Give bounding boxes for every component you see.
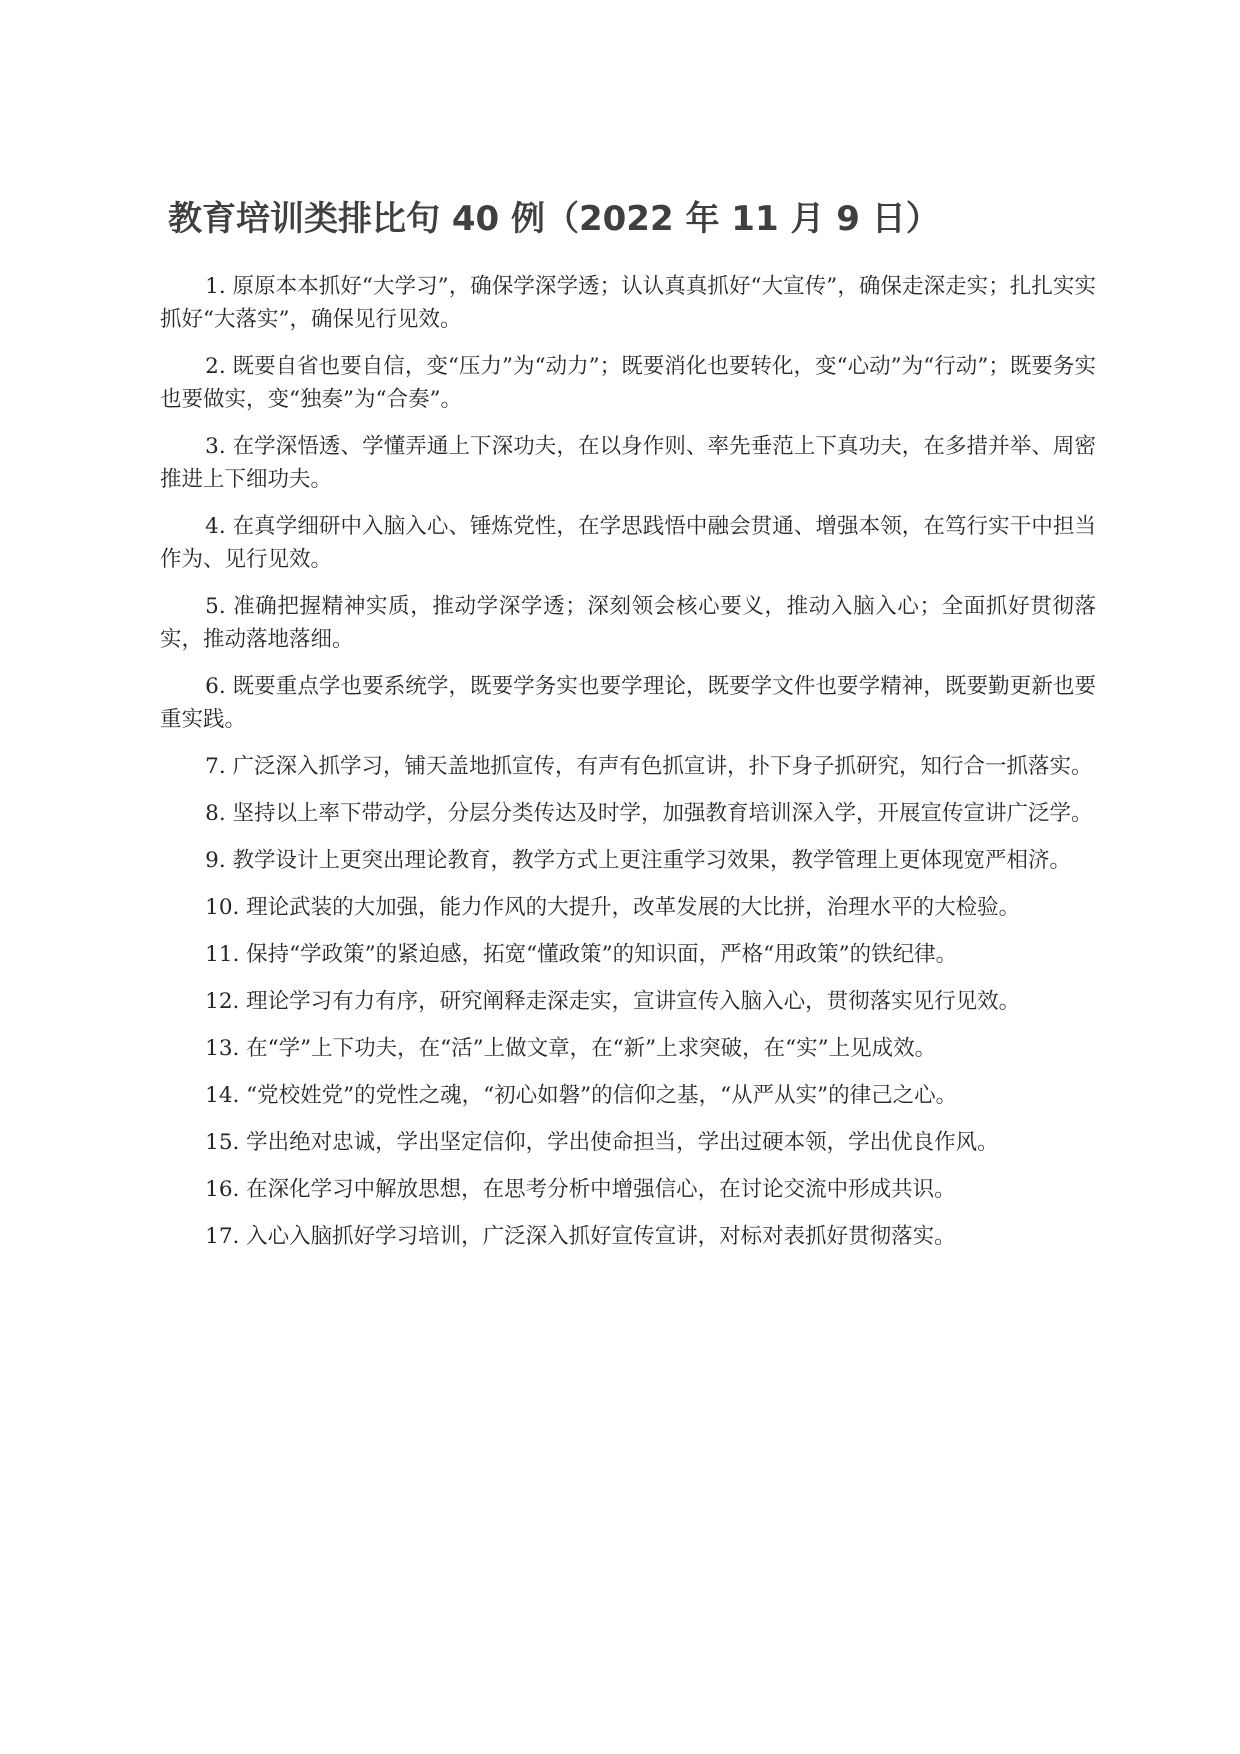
- paragraph-13: 13. 在“学”上下功夫，在“活”上做文章，在“新”上求突破，在“实”上见成效。: [205, 1036, 937, 1061]
- paragraph-14: 14. “党校姓党”的党性之魂，“初心如磐”的信仰之基，“从严从实”的律己之心。: [205, 1083, 958, 1108]
- paragraph-6: 6. 既要重点学也要系统学，既要学务实也要学理论，既要学文件也要学精神，既要勤更新也要重实践。: [160, 674, 1096, 732]
- paragraph-4: 4. 在真学细研中入脑入心、锤炼党性，在学思践悟中融会贯通、增强本领，在笃行实干中担当作为、见行见效。: [160, 514, 1096, 572]
- document-title: 教育培训类排比句 40 例（2022 年 11 月 9 日）: [168, 199, 940, 239]
- paragraph-8: 8. 坚持以上率下带动学，分层分类传达及时学，加强教育培训深入学，开展宣传宣讲广泛学。: [205, 801, 1093, 826]
- paragraph-10: 10. 理论武装的大加强，能力作风的大提升，改革发展的大比拼，治理水平的大检验。: [205, 895, 1021, 920]
- paragraph-5: 5. 准确把握精神实质，推动学深学透；深刻领会核心要义，推动入脑入心；全面抓好贯彻落实，推动落地落细。: [160, 594, 1096, 652]
- paragraph-15: 15. 学出绝对忠诚，学出坚定信仰，学出使命担当，学出过硬本领，学出优良作风。: [205, 1130, 999, 1155]
- paragraph-7: 7. 广泛深入抓学习，铺天盖地抓宣传，有声有色抓宣讲，扑下身子抓研究，知行合一抓落实。: [205, 754, 1093, 779]
- document-body: [160, 270, 1096, 1267]
- paragraph-11: 11. 保持“学政策”的紧迫感，拓宽“懂政策”的知识面，严格“用政策”的铁纪律。: [205, 942, 958, 967]
- paragraph-2: 2. 既要自省也要自信，变“压力”为“动力”；既要消化也要转化，变“心动”为“行动”；既要务实也要做实，变“独奏”为“合奏”。: [160, 354, 1096, 412]
- paragraph-3: 3. 在学深悟透、学懂弄通上下深功夫，在以身作则、率先垂范上下真功夫，在多措并举、周密推进上下细功夫。: [160, 434, 1096, 492]
- paragraph-9: 9. 教学设计上更突出理论教育，教学方式上更注重学习效果，教学管理上更体现宽严相济。: [205, 848, 1071, 873]
- paragraph-16: 16. 在深化学习中解放思想，在思考分析中增强信心，在讨论交流中形成共识。: [205, 1177, 956, 1202]
- paragraph-12: 12. 理论学习有力有序，研究阐释走深走实，宣讲宣传入脑入心，贯彻落实见行见效。: [205, 989, 1021, 1014]
- paragraph-17: 17. 入心入脑抓好学习培训，广泛深入抓好宣传宣讲，对标对表抓好贯彻落实。: [205, 1224, 956, 1249]
- paragraph-1: 1. 原原本本抓好“大学习”，确保学深学透；认认真真抓好“大宣传”，确保走深走实；扎扎实实抓好“大落实”，确保见行见效。: [160, 274, 1096, 332]
